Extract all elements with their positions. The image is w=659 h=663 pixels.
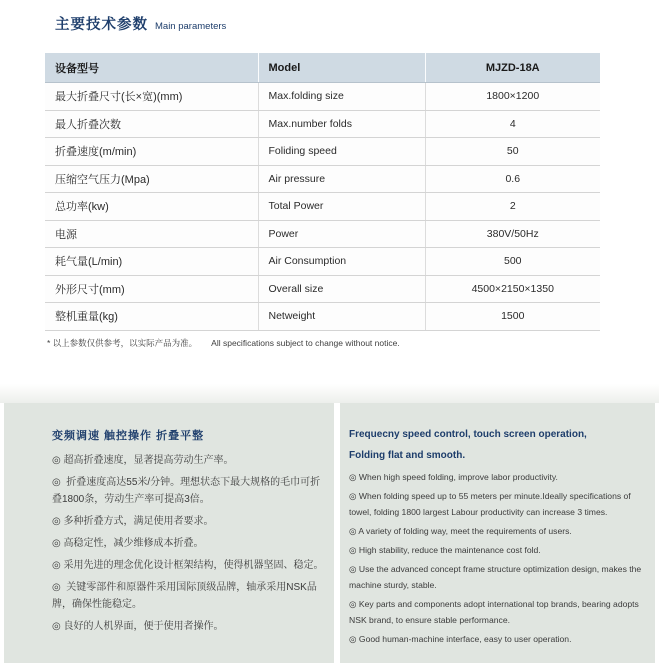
- spec-label-zh: 耗气量(L/min): [45, 248, 258, 276]
- features-heading-en-line1: Frequecny speed control, touch screen operation,: [349, 429, 587, 440]
- spec-label-zh: 电源: [45, 220, 258, 248]
- spec-value: 4500×2150×1350: [425, 275, 600, 303]
- features-heading-en: [349, 424, 649, 466]
- table-row: [45, 275, 600, 303]
- table-row: [45, 83, 600, 111]
- spec-label-en: Max.folding size: [258, 83, 425, 111]
- spec-value: 380V/50Hz: [425, 220, 600, 248]
- spec-label-en: Max.number folds: [258, 110, 425, 138]
- page-title-en: Main parameters: [155, 21, 227, 32]
- spec-label-zh: 总功率(kw): [45, 193, 258, 221]
- table-row: [45, 110, 600, 138]
- spec-table-header-row: [45, 53, 600, 83]
- spec-value: 2: [425, 193, 600, 221]
- spec-label-zh: 外形尺寸(mm): [45, 275, 258, 303]
- features-block-en: [340, 403, 655, 663]
- spec-label-zh: 整机重量(kg): [45, 303, 258, 331]
- disclaimer-note-zh: * 以上参数仅供参考，以实际产品为准。: [47, 338, 198, 348]
- features-block-zh: [4, 403, 334, 663]
- feature-item-en: ◎ A variety of folding way, meet the requirements of users.: [349, 526, 572, 536]
- feature-item-zh: ◎ 折叠速度高达55米/分钟。理想状态下最大规格的毛巾可折叠1800条，劳动生产率可提高3倍。: [52, 477, 321, 505]
- spec-label-en: Air pressure: [258, 165, 425, 193]
- feature-item-en: ◎ Good human-machine interface, easy to user operation.: [349, 634, 572, 644]
- spec-value: 1800×1200: [425, 83, 600, 111]
- feature-item-en: ◎ Key parts and components adopt international top brands, bearing adopts NSK brand, to ensure stable performance.: [349, 599, 642, 625]
- column-header-model-number: MJZD-18A: [425, 53, 600, 83]
- spec-label-en: Netweight: [258, 303, 425, 331]
- table-row: [45, 248, 600, 276]
- spec-value: 50: [425, 138, 600, 166]
- feature-item-zh: ◎ 多种折叠方式，满足使用者要求。: [52, 516, 214, 527]
- spec-label-en: Total Power: [258, 193, 425, 221]
- feature-item-zh: ◎ 超高折叠速度，显著提高劳动生产率。: [52, 455, 234, 466]
- spec-label-en: Overall size: [258, 275, 425, 303]
- column-header-model-en: Model: [258, 53, 425, 83]
- spec-value: 4: [425, 110, 600, 138]
- feature-item-en: ◎ When high speed folding, improve labor productivity.: [349, 472, 558, 482]
- spec-label-zh: 压缩空气压力(Mpa): [45, 165, 258, 193]
- feature-item-en: ◎ When folding speed up to 55 meters per minute.Ideally specifications of towel, folding 1800 largest Labour productivity can increase 3 times.: [349, 491, 634, 517]
- page-title-zh: 主要技术参数: [55, 17, 148, 33]
- features-heading-zh: 变频调速 触控操作 折叠平整: [52, 430, 205, 442]
- disclaimer-note-en: All specifications subject to change without notice.: [211, 338, 400, 348]
- table-row: [45, 220, 600, 248]
- table-row: [45, 165, 600, 193]
- spec-label-en: Air Consumption: [258, 248, 425, 276]
- features-heading-en-line2: Folding flat and smooth.: [349, 450, 466, 461]
- background-fade: [0, 384, 659, 403]
- spec-label-en: Foliding speed: [258, 138, 425, 166]
- column-header-device-model-zh: 设备型号: [45, 53, 258, 83]
- feature-item-en: ◎ Use the advanced concept frame structure optimization design, makes the machine sturdy, stable.: [349, 564, 644, 590]
- feature-item-zh: ◎ 高稳定性，减少维修成本折叠。: [52, 538, 204, 549]
- spec-label-zh: 最人折叠次数: [45, 110, 258, 138]
- table-row: [45, 138, 600, 166]
- feature-item-zh: ◎ 关键零部件和原器件采用国际顶级品牌，轴承采用NSK品牌，确保性能稳定。: [52, 582, 317, 610]
- page-title: [55, 13, 226, 34]
- spec-value: 0.6: [425, 165, 600, 193]
- table-row: [45, 303, 600, 331]
- spec-label-zh: 折叠速度(m/min): [45, 138, 258, 166]
- spec-table: [45, 53, 600, 331]
- spec-value: 1500: [425, 303, 600, 331]
- spec-label-zh: 最大折叠尺寸(长×宽)(mm): [45, 83, 258, 111]
- disclaimer-note: [47, 337, 400, 349]
- table-row: [45, 193, 600, 221]
- feature-item-zh: ◎ 采用先进的理念优化设计框架结构，使得机器坚固、稳定。: [52, 560, 324, 571]
- feature-item-en: ◎ High stability, reduce the maintenance cost fold.: [349, 545, 541, 555]
- feature-item-zh: ◎ 良好的人机界面，便于使用者操作。: [52, 621, 224, 632]
- spec-label-en: Power: [258, 220, 425, 248]
- spec-value: 500: [425, 248, 600, 276]
